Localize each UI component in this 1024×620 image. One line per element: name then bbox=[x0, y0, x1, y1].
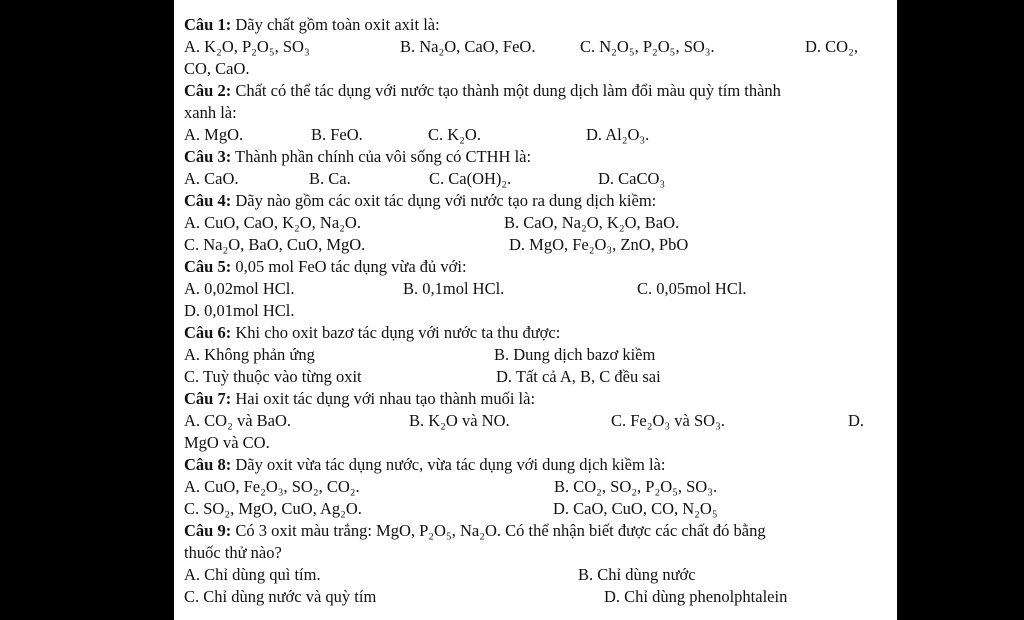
question-label: Câu 2: bbox=[184, 81, 232, 100]
option-b: B. K₂O và NO. bbox=[409, 411, 510, 430]
option-a: A. Chỉ dùng quì tím. bbox=[184, 565, 321, 584]
question-9-options-row-1 bbox=[184, 564, 884, 586]
question-8-options-row-1 bbox=[184, 476, 884, 498]
option-c: C. Fe₂O₃ và SO₃. bbox=[611, 411, 725, 430]
option-a: A. K₂O, P₂O₅, SO₃ bbox=[184, 37, 310, 56]
question-5-option-d: D. 0,01mol HCl. bbox=[184, 301, 295, 320]
option-d: D. MgO, Fe₂O₃, ZnO, PbO bbox=[509, 235, 689, 254]
option-b: B. FeO. bbox=[311, 125, 363, 144]
question-label: Câu 6: bbox=[184, 323, 232, 342]
question-text: Hai oxit tác dụng với nhau tạo thành muối là: bbox=[231, 389, 536, 408]
option-c: C. N₂O₅, P₂O₅, SO₃. bbox=[580, 37, 715, 56]
option-b: B. 0,1mol HCl. bbox=[403, 279, 505, 298]
question-label: Câu 9: bbox=[184, 521, 232, 540]
option-d: D. bbox=[848, 411, 865, 430]
question-4-stem bbox=[184, 190, 656, 212]
question-2-options bbox=[184, 124, 884, 146]
question-1-stem bbox=[184, 14, 440, 36]
question-6-options-row-1 bbox=[184, 344, 884, 366]
question-9-stem-continued: thuốc thử nào? bbox=[184, 543, 282, 562]
option-a: A. MgO. bbox=[184, 125, 244, 144]
option-d: D. CO₂, bbox=[805, 37, 858, 56]
document-page bbox=[174, 0, 897, 620]
question-7-option-d-continued: MgO và CO. bbox=[184, 433, 270, 452]
option-b: B. Chỉ dùng nước bbox=[578, 565, 696, 584]
question-1-option-d-continued: CO, CaO. bbox=[184, 59, 250, 78]
question-label: Câu 8: bbox=[184, 455, 232, 474]
question-6-options-row-2 bbox=[184, 366, 884, 388]
question-label: Câu 4: bbox=[184, 191, 232, 210]
option-d: D. Tất cả A, B, C đều sai bbox=[496, 367, 661, 386]
question-5-options bbox=[184, 278, 884, 300]
question-label: Câu 5: bbox=[184, 257, 232, 276]
question-1-options bbox=[184, 36, 884, 58]
option-b: B. CO₂, SO₂, P₂O₅, SO₃. bbox=[554, 477, 718, 496]
option-a: A. CuO, Fe₂O₃, SO₂, CO₂. bbox=[184, 477, 360, 496]
question-4-options-row-1 bbox=[184, 212, 884, 234]
option-b: B. Ca. bbox=[309, 169, 351, 188]
question-label: Câu 7: bbox=[184, 389, 232, 408]
question-6-stem bbox=[184, 322, 560, 344]
question-text: Chất có thể tác dụng với nước tạo thành một dung dịch làm đổi màu quỳ tím thành bbox=[231, 81, 781, 100]
question-7-options bbox=[184, 410, 884, 432]
option-a: A. 0,02mol HCl. bbox=[184, 279, 295, 298]
question-3-stem bbox=[184, 146, 531, 168]
option-a: A. CuO, CaO, K₂O, Na₂O. bbox=[184, 213, 361, 232]
option-c: C. Ca(OH)₂. bbox=[429, 169, 512, 188]
question-text: Dãy nào gồm các oxit tác dụng với nước tạo ra dung dịch kiềm: bbox=[231, 191, 657, 210]
question-8-stem bbox=[184, 454, 665, 476]
option-a: A. CO₂ và BaO. bbox=[184, 411, 292, 430]
question-9-stem bbox=[184, 520, 766, 542]
option-b: B. Na₂O, CaO, FeO. bbox=[400, 37, 536, 56]
question-text: Khi cho oxit bazơ tác dụng với nước ta thu được: bbox=[231, 323, 561, 342]
question-2-stem-continued: xanh là: bbox=[184, 103, 237, 122]
option-a: A. CaO. bbox=[184, 169, 239, 188]
option-d: D. Chỉ dùng phenolphtalein bbox=[604, 587, 788, 606]
option-d: D. CaCO₃ bbox=[598, 169, 666, 188]
question-text: Thành phần chính của vôi sống có CTHH là: bbox=[231, 147, 532, 166]
question-4-options-row-2 bbox=[184, 234, 884, 256]
option-b: B. CaO, Na₂O, K₂O, BaO. bbox=[504, 213, 680, 232]
question-7-stem bbox=[184, 388, 535, 410]
question-text: 0,05 mol FeO tác dụng vừa đủ với: bbox=[231, 257, 467, 276]
option-d: D. Al₂O₃. bbox=[586, 125, 650, 144]
option-c: C. SO₂, MgO, CuO, Ag₂O. bbox=[184, 499, 362, 518]
question-3-options bbox=[184, 168, 884, 190]
question-9-options-row-2 bbox=[184, 586, 884, 608]
option-d: D. CaO, CuO, CO, N₂O₅ bbox=[553, 499, 718, 518]
option-c: C. K₂O. bbox=[428, 125, 481, 144]
option-c: C. Tuỳ thuộc vào từng oxit bbox=[184, 367, 362, 386]
question-label: Câu 3: bbox=[184, 147, 232, 166]
question-2-stem bbox=[184, 80, 781, 102]
question-label: Câu 1: bbox=[184, 15, 232, 34]
option-b: B. Dung dịch bazơ kiềm bbox=[494, 345, 656, 364]
question-5-stem bbox=[184, 256, 467, 278]
option-c: C. Chỉ dùng nước và quỳ tím bbox=[184, 587, 377, 606]
question-text: Dãy oxit vừa tác dụng nước, vừa tác dụng với dung dịch kiềm là: bbox=[231, 455, 666, 474]
question-text: Có 3 oxit màu trắng: MgO, P₂O₅, Na₂O. Có thể nhận biết được các chất đó bằng bbox=[231, 521, 766, 540]
question-8-options-row-2 bbox=[184, 498, 884, 520]
option-c: C. 0,05mol HCl. bbox=[637, 279, 747, 298]
question-text: Dãy chất gồm toàn oxit axit là: bbox=[231, 15, 440, 34]
option-c: C. Na₂O, BaO, CuO, MgO. bbox=[184, 235, 366, 254]
option-a: A. Không phản ứng bbox=[184, 345, 315, 364]
